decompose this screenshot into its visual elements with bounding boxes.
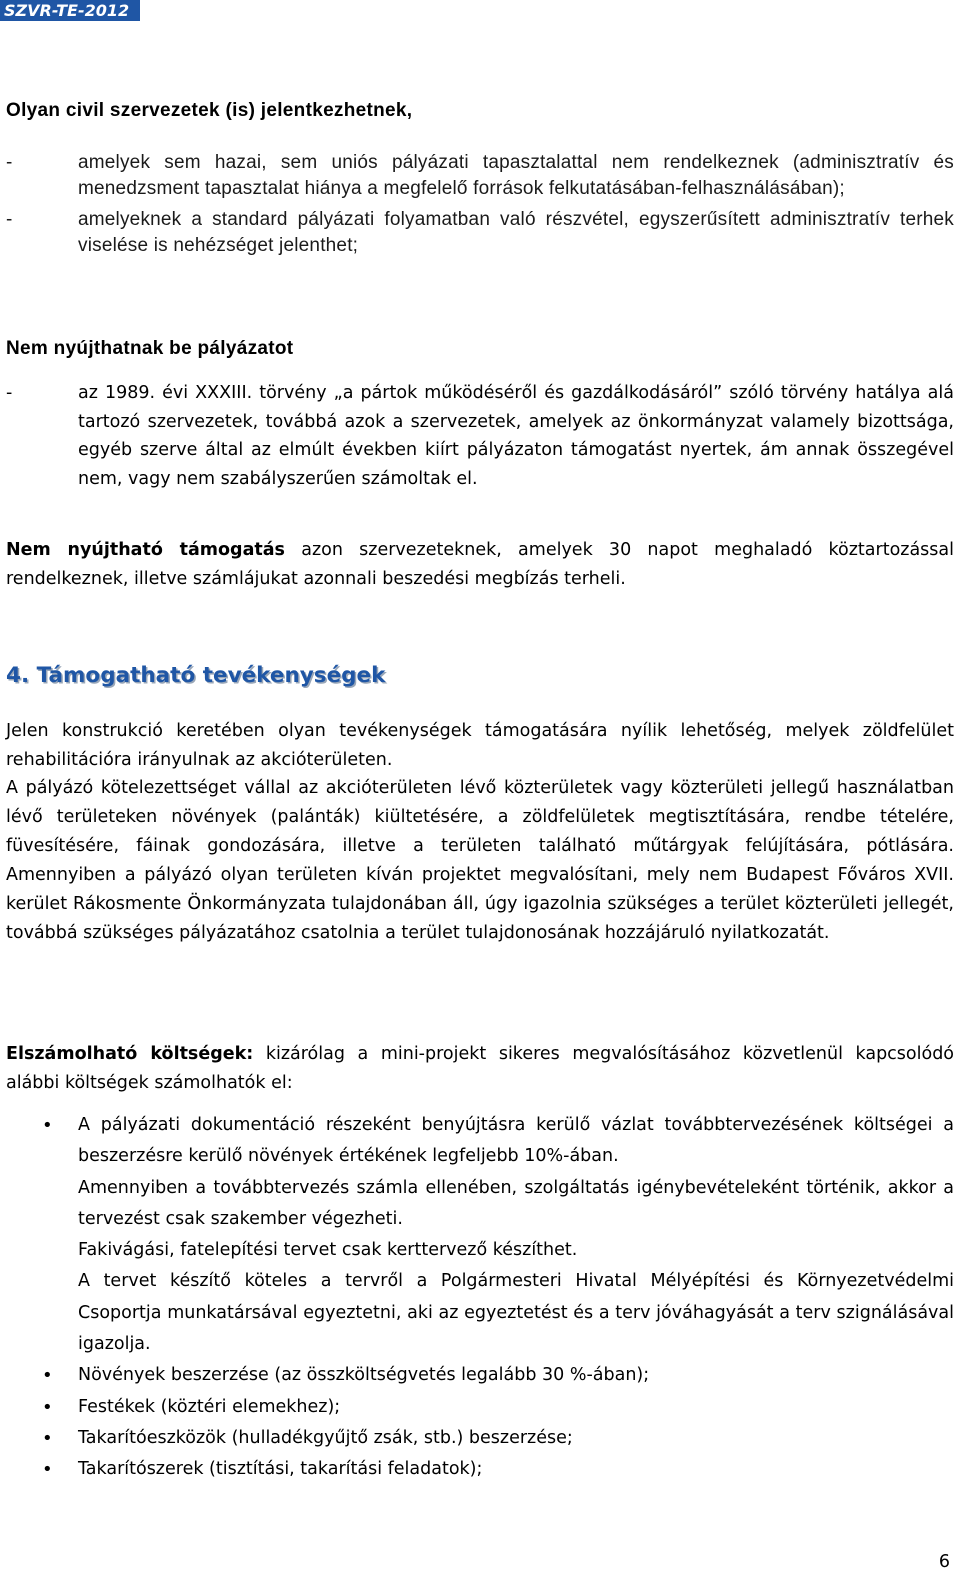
list-item [6,1392,954,1423]
section-4-title: 4. Támogatható tevékenységek [6,663,386,688]
cost-item-1-para-3: Fakivágási, fatelepítési tervet csak kerttervező készíthet. [78,1240,578,1261]
bullet-marker: • [42,1365,53,1387]
cost-item-2: Növények beszerzése (az összköltségvetés legalább 30 %-ában); [78,1365,650,1386]
cost-item-4: Takarítóeszközök (hulladékgyűjtő zsák, stb.) beszerzése; [78,1427,573,1448]
bullet-marker: • [42,1115,53,1136]
applicants-list [6,150,954,259]
eligible-costs-text: kizárólag a mini-projekt sikeres megvalósításához közvetlenül kapcsolódó alábbi költségek számolhatók el: [6,1044,955,1093]
eligible-costs-intro [6,1040,954,1098]
exclusion-heading: Nem nyújthatnak be pályázatot [6,338,294,359]
list-item [6,207,954,259]
bullet-marker: • [42,1396,53,1418]
list-item [6,1360,954,1391]
applicant-item-1: amelyek sem hazai, sem uniós pályázati tapasztalattal nem rendelkeznek (adminisztratív és menedzsment tapasztalat hiánya a megfelelő források felkutatásában-felhasználásában); [78,152,954,199]
cost-item-5: Takarítószerek (tisztítási, takarítási feladatok); [78,1459,483,1480]
exclusion-note [6,536,954,593]
applicants-heading: Olyan civil szervezetek (is) jelentkezhetnek, [6,100,413,121]
exclusion-note-text: azon szervezeteknek, amelyek 30 napot meghaladó köztartozással rendelkeznek, illetve számlájukat azonnali beszedési megbízás terheli. [6,540,955,589]
section-4-intro: Jelen konstrukció keretében olyan tevékenységek támogatására nyílik lehetőség, melyek zöldfelület rehabilitációra irányulnak az akcióterületen. [6,721,954,770]
dash-marker: - [6,383,13,403]
list-item [6,379,954,494]
dash-marker: - [6,209,13,230]
cost-item-1-para-2: Amennyiben a továbbtervezés számla ellenében, szolgáltatás igénybevételeként történik, akkor a tervezést csak szakember végezheti. [78,1177,954,1229]
eligible-costs-label: Elszámolható költségek: [6,1044,254,1064]
list-item [6,1454,954,1485]
page-number: 6 [938,1552,950,1572]
exclusion-list [6,379,954,494]
document-code-header: SZVR-TE-2012 [0,0,140,21]
applicant-item-2: amelyeknek a standard pályázati folyamatban való részvétel, egyszerűsített adminisztratív terhek viselése is nehézséget jelenthet; [78,209,954,256]
bullet-marker: • [42,1427,53,1449]
bullet-marker: • [42,1459,53,1481]
exclusion-item-1: az 1989. évi XXXIII. törvény „a pártok működéséről és gazdálkodásáról” szóló törvény hatálya alá tartozó szervezetek, továbbá azok a szervezetek, amelyek az önkormányzat valamely bizottsága, egyéb szerve által az elmúlt években kiírt pályázaton támogatást nyertek, ám annak összegével nem, vagy nem szabályszerűen számoltak el. [78,383,954,490]
exclusion-note-bold: Nem nyújtható támogatás [6,540,285,560]
cost-item-1-para-4: A tervet készítő köteles a tervről a Polgármesteri Hivatal Mélyépítési és Környezetvédelmi Csoportja munkatársával egyeztetni, aki az egyeztetést és a terv jóváhagyását a terv szignálásával igazolja. [78,1271,954,1355]
list-item [6,1110,954,1360]
section-4-body: A pályázó kötelezettséget vállal az akcióterületen lévő közterületek vagy közterületi jellegű használatban lévő területeken növények (palánták) kiültetésére, a zöldfelületek megtisztítására, rendbe tételére, füvesítésére, fáinak gondozására, illetve a területen található műtárgyak felújítására, pótlására. Amennyiben a pályázó olyan területen kíván projektet megvalósítani, mely nem Budapest Főváros XVII. kerület Rákosmente Önkormányzata tulajdonában áll, úgy igazolnia szükséges a terület közterületi jellegét, továbbá szükséges pályázatához csatolnia a terület tulajdonosának hozzájáruló nyilatkozatát. [6,778,954,943]
eligible-costs-list [6,1110,954,1486]
cost-item-3: Festékek (köztéri elemekhez); [78,1396,341,1417]
cost-item-1 [78,1110,954,1360]
dash-marker: - [6,152,13,173]
list-item [6,1423,954,1454]
list-item [6,150,954,202]
cost-item-1-text: A pályázati dokumentáció részeként benyújtásra kerülő vázlat továbbtervezésének költségei a beszerzésre kerülő növények értékének legfeljebb 10%-ában. [78,1115,954,1167]
